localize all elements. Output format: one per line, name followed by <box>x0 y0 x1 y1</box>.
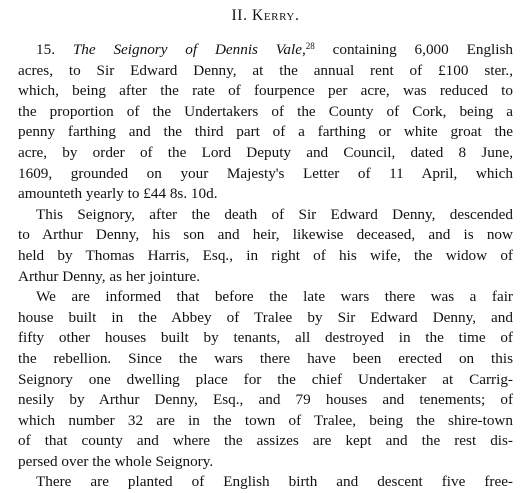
heading-number: II. <box>231 7 248 24</box>
paragraph-line: the proportion of the Undertakers of the County of Cork, being a <box>18 102 513 120</box>
paragraph-line: which number 32 are in the town of Tralee, being the shire-town <box>18 411 513 429</box>
paragraph-line: held by Thomas Harris, Esq., in right of his wife, the widow of <box>18 246 513 264</box>
paragraph-line: of that county and where the assizes are kept and the rest dis- <box>18 432 513 450</box>
paragraph-line: 1609, grounded on your Majesty's Letter of 11 April, which <box>18 164 513 182</box>
entry-number: 15. <box>36 41 55 58</box>
paragraph-line: We are informed that before the late wars there was a fair <box>36 288 513 306</box>
paragraph-line: nesily by Arthur Denny, Esq., and 79 houses and tenements; of <box>18 391 513 409</box>
section-heading <box>18 6 513 26</box>
paragraph-line: Arthur Denny, as her jointure. <box>18 267 201 285</box>
paragraph-line: which, being after the rate of fourpence per acre, was reduced to <box>18 82 513 100</box>
paragraph-line: house built in the Abbey of Tralee by Sir Edward Denny, and <box>18 308 513 326</box>
paragraph-line: There are planted of English birth and descent five free- <box>36 473 513 491</box>
entry-title: The Seignory of Dennis Vale, <box>72 41 306 58</box>
paragraph-line <box>18 40 513 61</box>
paragraph-seignory-dennis-vale <box>18 40 513 205</box>
entry-title-continuation: containing 6,000 English <box>314 41 513 58</box>
paragraph-line: penny farthing and the third part of a farthing or white groat the <box>18 123 513 141</box>
paragraph-line: to Arthur Denny, his son and heir, likewise deceased, and is now <box>18 226 513 244</box>
paragraph-line: This Seignory, after the death of Sir Edward Denny, descended <box>36 205 513 223</box>
paragraph-line: amounteth yearly to £44 8s. 10d. <box>18 185 218 203</box>
heading-title: Kerry. <box>252 7 300 24</box>
paragraph-planted-english <box>18 472 513 493</box>
paragraph-line: fifty other houses built by tenants, all destroyed in the time of <box>18 329 513 347</box>
paragraph-line: acres, to Sir Edward Denny, at the annual rent of £100 ster., <box>18 61 513 79</box>
paragraph-descent-of-seignory <box>18 205 513 287</box>
paragraph-houses-built <box>18 287 513 472</box>
paragraph-line: persed over the whole Seignory. <box>18 452 214 470</box>
paragraph-line: Seignory one dwelling place for the chief Undertaker at Carrig- <box>18 370 513 388</box>
paragraph-line: the rebellion. Since the wars there have been erected on this <box>18 349 513 367</box>
paragraph-line: acre, by order of the Lord Deputy and Council, dated 8 June, <box>18 143 513 161</box>
footnote-marker: 28 <box>305 41 315 51</box>
